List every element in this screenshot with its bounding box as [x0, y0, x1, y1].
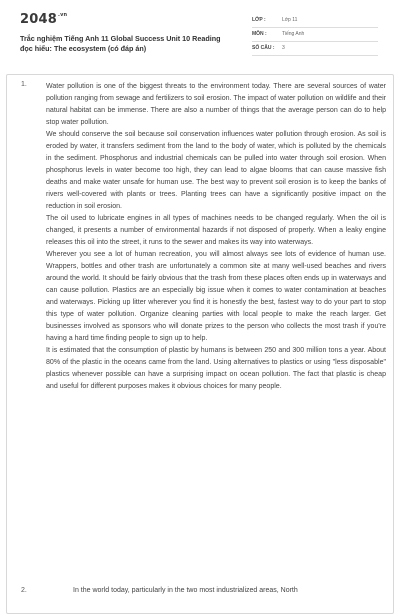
meta-row-count [252, 42, 378, 56]
meta-value: Lớp 11 [282, 17, 298, 23]
meta-row-subject [252, 28, 378, 42]
page-header [0, 0, 400, 72]
meta-key: SỐ CÂU : [252, 45, 275, 51]
site-logo[interactable]: $2048^{.vn}$ [20, 12, 68, 27]
page-title: Trắc nghiệm Tiếng Anh 11 Global Success Unit 10 Reading đọc hiểu: The ecosystem (có đáp án) [20, 34, 221, 53]
question-text: In the world today, particularly in the two most industrialized areas, North [73, 587, 298, 594]
reading-passage [46, 81, 386, 393]
meta-key: MÔN : [252, 31, 267, 37]
question-number: 1. [21, 81, 27, 88]
passage-paragraph: It is estimated that the consumption of plastic by humans is between 250 and 300 million tons a year. About 80% of the plastic in the oceans came from the land. Using alternatives to plastics or using "less disposable" plastics whenever possible can have a surprising impact on ocean pollution. The fact that plastic is cheap and useful for different purposes makes it obvious choices for many people. [46, 347, 386, 390]
meta-info [252, 14, 378, 56]
passage-paragraph: Wherever you see a lot of human recreation, you will almost always see lots of evidence of human use. Wrappers, bottles and other trash are unfortunately a common site at many well-used beaches and rivers around the world. It should be fairly obvious that the trash from these places often ends up in waterways and can cause pollution. Plastics are an especially big issue when it comes to water contamination at beaches and waterways. Picking up litter wherever you find it is honestly the best, fastest way to do your part to stop this type of water pollution. Organize cleaning parties with local people to make the reach larger. Get businesses involved as sponsors who will donate prizes to the person who collects the most trash if you're having a hard time finding people to sign up to help. [46, 251, 386, 342]
question-number: 2. [21, 587, 27, 594]
passage-paragraph: Water pollution is one of the biggest threats to the environment today. There are several sources of water pollution ranging from sewage and fertilizers to soil erosion. The impact of water pollution on wildlife and their natural habitat can be immense. There are also a number of things that the average person can do to help stop water pollution. [46, 83, 386, 126]
question-card [6, 74, 394, 614]
meta-row-class [252, 14, 378, 28]
passage-paragraph: We should conserve the soil because soil conservation influences water pollution through erosion. As soil is eroded by water, it transfers sediment from the land to the body of water, which is polluted by the chemicals in the sediment. Phosphorus and industrial chemicals can be pulled into water through soil erosion. When phosphorus levels in water become too high, they can lead to algae blooms that can cause massive fish deaths and make water unsafe for human use. The best way to prevent soil erosion is to keep the banks of rivers well-covered with plants or trees. Planting trees can have a significantly positive impact on the reduction in soil erosion. [46, 131, 386, 210]
passage-paragraph: The oil used to lubricate engines in all types of machines needs to be changed regularly. When the oil is changed, it presents a number of environmental hazards if not disposed of properly. When a leaky engine releases this oil into the street, it runs to the sewer and makes its way into waterways. [46, 215, 386, 246]
meta-value: Tiếng Anh [282, 31, 305, 37]
meta-value: 3 [282, 45, 285, 51]
meta-key: LỚP : [252, 17, 266, 23]
